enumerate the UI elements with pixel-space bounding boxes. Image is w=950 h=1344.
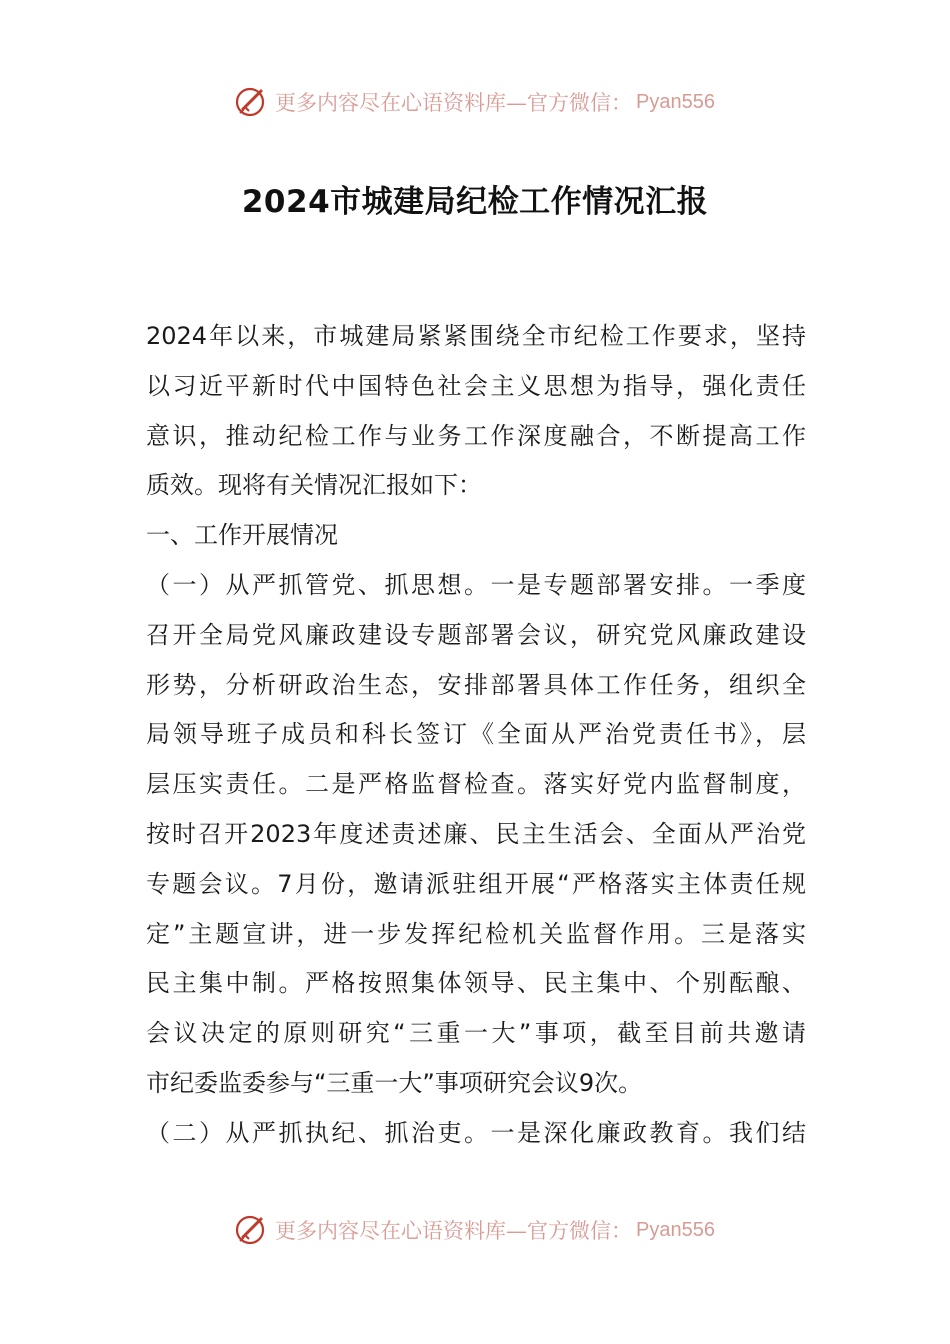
body-line: 意识，推动纪检工作与业务工作深度融合，不断提高工作 xyxy=(146,421,806,450)
body-line: 专题会议。7月份，邀请派驻组开展“严格落实主体责任规 xyxy=(146,869,806,898)
body-line: 市纪委监委参与“三重一大”事项研究会议9次。 xyxy=(146,1068,643,1097)
pen-logo-icon xyxy=(235,85,269,119)
body-line: 以习近平新时代中国特色社会主义思想为指导，强化责任 xyxy=(146,371,806,400)
body-line: （二）从严抓执纪、抓治吏。一是深化廉政教育。我们结 xyxy=(146,1118,806,1147)
watermark-wechat-id: Pyan556 xyxy=(636,1218,715,1241)
body-line: 质效。现将有关情况汇报如下： xyxy=(146,471,482,500)
watermark-footer xyxy=(0,1210,950,1250)
body-line: 会议决定的原则研究“三重一大”事项，截至目前共邀请 xyxy=(146,1019,806,1048)
body-line: 2024年以来，市城建局紧紧围绕全市纪检工作要求，坚持 xyxy=(146,322,806,350)
section-heading: 一、工作开展情况 xyxy=(146,521,338,550)
body-line: 定”主题宣讲，进一步发挥纪检机关监督作用。三是落实 xyxy=(146,919,806,948)
body-line: 层压实责任。二是严格监督检查。落实好党内监督制度， xyxy=(146,770,806,799)
body-line: （一）从严抓管党、抓思想。一是专题部署安排。一季度 xyxy=(146,570,806,599)
watermark-text: 更多内容尽在心语资料库—官方微信： xyxy=(275,91,633,115)
body-line: 按时召开2023年度述责述廉、民主生活会、全面从严治党 xyxy=(146,819,806,848)
watermark-text: 更多内容尽在心语资料库—官方微信： xyxy=(275,1219,633,1243)
body-line: 民主集中制。严格按照集体领导、民主集中、个别酝酿、 xyxy=(146,969,806,998)
document-body xyxy=(146,312,806,1159)
watermark-wechat-id: Pyan556 xyxy=(636,90,715,113)
watermark-header xyxy=(0,82,950,122)
body-line: 局领导班子成员和科长签订《全面从严治党责任书》，层 xyxy=(146,720,806,749)
body-line: 召开全局党风廉政建设专题部署会议，研究党风廉政建设 xyxy=(146,620,806,649)
pen-logo-icon xyxy=(235,1213,269,1247)
document-title: 2024市城建局纪检工作情况汇报 xyxy=(241,184,709,220)
body-line: 形势，分析研政治生态，安排部署具体工作任务，组织全 xyxy=(146,670,806,699)
